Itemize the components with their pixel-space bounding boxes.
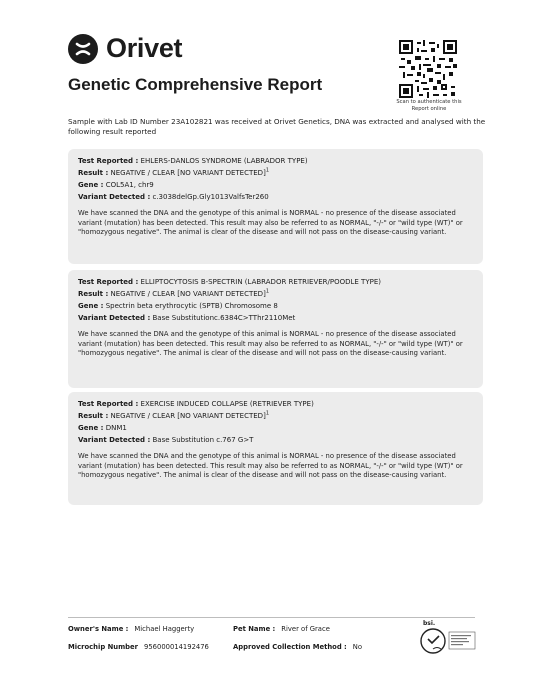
test-value: ELLIPTOCYTOSIS B-SPECTRIN (LABRADOR RETRIEVER/POODLE TYPE) bbox=[140, 278, 381, 286]
variant-label: Variant Detected : bbox=[78, 193, 151, 201]
qr-caption: Scan to authenticate this Report online bbox=[396, 99, 462, 112]
gene-row bbox=[78, 422, 473, 434]
owner-value: Michael Haggerty bbox=[134, 625, 195, 633]
result-value: NEGATIVE / CLEAR [NO VARIANT DETECTED] bbox=[110, 290, 266, 298]
result-row bbox=[78, 288, 473, 300]
variant-row bbox=[78, 191, 473, 203]
gene-label: Gene : bbox=[78, 424, 104, 432]
variant-row bbox=[78, 434, 473, 446]
page-title: Genetic Comprehensive Report bbox=[68, 75, 323, 94]
variant-label: Variant Detected : bbox=[78, 436, 151, 444]
result-row bbox=[78, 167, 473, 179]
footer-divider bbox=[68, 617, 475, 618]
qr-code-icon[interactable] bbox=[399, 40, 457, 98]
result-description: We have scanned the DNA and the genotype of this animal is NORMAL - no presence of the disease associated variant (mutation) has been detected. This result may also be referred to as NORMAL, "-/-" or "wild type (WT)" or "homozygous negative". The animal is clear of the disease and will not pass on the disease-causing variant. bbox=[78, 330, 463, 358]
test-reported-row bbox=[78, 276, 473, 288]
gene-value: COL5A1, chr9 bbox=[105, 181, 154, 189]
pet-label: Pet Name : bbox=[233, 625, 276, 633]
microchip-field bbox=[68, 643, 209, 651]
result-label: Result : bbox=[78, 412, 109, 420]
variant-value: Base Substitutionc.6384C>TThr2110Met bbox=[152, 314, 296, 322]
gene-label: Gene : bbox=[78, 302, 104, 310]
method-value: No bbox=[352, 643, 363, 651]
microchip-label: Microchip Number bbox=[68, 643, 139, 651]
result-card bbox=[68, 270, 483, 388]
microchip-value: 956000014192476 bbox=[144, 643, 209, 651]
variant-value: c.3038delGp.Gly1013ValfsTer260 bbox=[152, 193, 269, 201]
result-card bbox=[68, 149, 483, 264]
intro-text: Sample with Lab ID Number 23A102821 was received at Orivet Genetics, DNA was extracted and analysed with the following result reported bbox=[68, 117, 486, 136]
owner-label: Owner's Name : bbox=[68, 625, 129, 633]
bsi-certification-icon bbox=[419, 627, 479, 655]
result-description: We have scanned the DNA and the genotype of this animal is NORMAL - no presence of the disease associated variant (mutation) has been detected. This result may also be referred to as NORMAL, "-/-" or "wild type (WT)" or "homozygous negative". The animal is clear of the disease and will not pass on the disease-causing variant. bbox=[78, 209, 463, 237]
result-label: Result : bbox=[78, 169, 109, 177]
owner-name-field bbox=[68, 625, 194, 633]
brand-name: Orivet bbox=[106, 33, 183, 63]
brand-logo bbox=[68, 33, 182, 64]
orivet-logo-icon bbox=[68, 34, 98, 64]
collection-method-field bbox=[233, 643, 362, 651]
test-value: EHLERS-DANLOS SYNDROME (LABRADOR TYPE) bbox=[140, 157, 308, 165]
result-value: NEGATIVE / CLEAR [NO VARIANT DETECTED] bbox=[110, 412, 266, 420]
test-reported-row bbox=[78, 398, 473, 410]
result-description: We have scanned the DNA and the genotype of this animal is NORMAL - no presence of the disease associated variant (mutation) has been detected. This result may also be referred to as NORMAL, "-/-" or "wild type (WT)" or "homozygous negative". The animal is clear of the disease and will not pass on the disease-causing variant. bbox=[78, 452, 463, 480]
footnote-marker: 1 bbox=[265, 167, 269, 174]
test-label: Test Reported : bbox=[78, 157, 139, 165]
variant-value: Base Substitution c.767 G>T bbox=[152, 436, 254, 444]
gene-value: Spectrin beta erythrocytic (SPTB) Chromosome 8 bbox=[105, 302, 278, 310]
gene-label: Gene : bbox=[78, 181, 104, 189]
pet-name-field bbox=[233, 625, 330, 633]
gene-row bbox=[78, 300, 473, 312]
test-value: EXERCISE INDUCED COLLAPSE (RETRIEVER TYPE) bbox=[140, 400, 314, 408]
gene-row bbox=[78, 179, 473, 191]
footnote-marker: 1 bbox=[265, 410, 269, 417]
footnote-marker: 1 bbox=[265, 288, 269, 295]
test-reported-row bbox=[78, 155, 473, 167]
method-label: Approved Collection Method : bbox=[233, 643, 347, 651]
gene-value: DNM1 bbox=[105, 424, 127, 432]
result-value: NEGATIVE / CLEAR [NO VARIANT DETECTED] bbox=[110, 169, 266, 177]
test-label: Test Reported : bbox=[78, 400, 139, 408]
result-card bbox=[68, 392, 483, 505]
variant-label: Variant Detected : bbox=[78, 314, 151, 322]
test-label: Test Reported : bbox=[78, 278, 139, 286]
result-label: Result : bbox=[78, 290, 109, 298]
bsi-label: bsi. bbox=[423, 620, 436, 627]
pet-value: River of Grace bbox=[281, 625, 330, 633]
variant-row bbox=[78, 312, 473, 324]
result-row bbox=[78, 410, 473, 422]
